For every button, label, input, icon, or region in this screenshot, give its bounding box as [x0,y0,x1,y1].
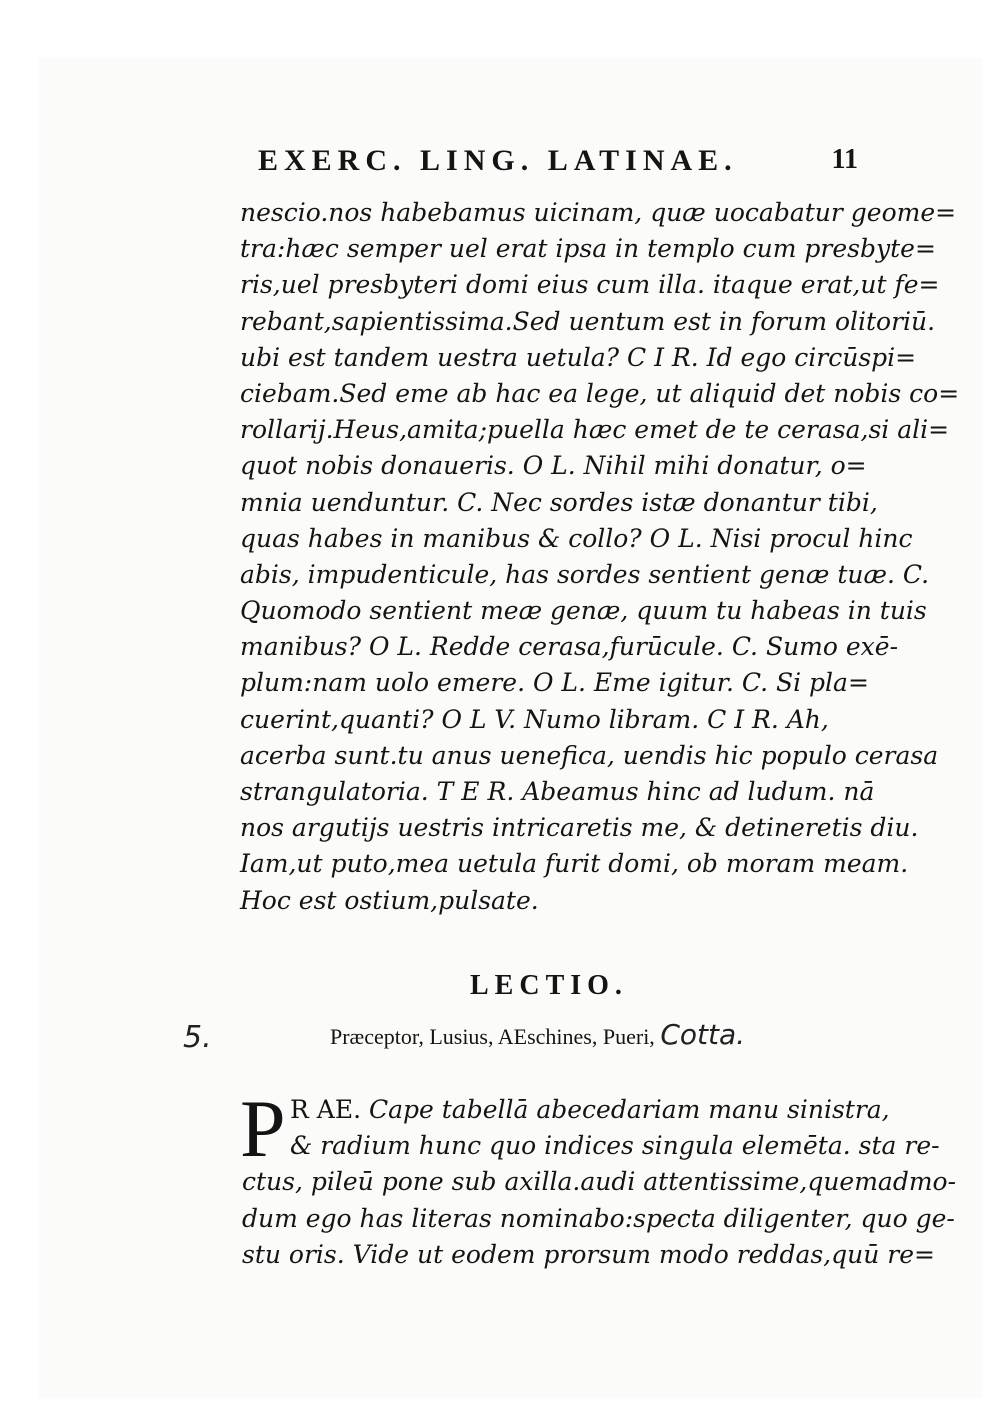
text-line: nescio.nos habebamus uicinam, quæ uocabatur geome= [240,198,957,227]
page-number: 11 [831,144,858,175]
text-line: acerba sunt.tu anus uenefica, uendis hic populo cerasa [240,740,939,770]
text-line: stu oris. Vide ut eodem prorsum modo reddas,quū re= [242,1239,935,1269]
text-line: Iam,ut puto,mea uetula furit domi, ob moram meam. [240,849,909,879]
drop-cap: P [240,1083,286,1174]
text-line: ciebam.Sed eme ab hac ea lege, ut aliquid det nobis co= [240,378,960,408]
persons-list: Præceptor, Lusius, AEschines, Pueri, [330,1024,655,1049]
margin-number: 5. [183,1020,212,1055]
text-line: ubi est tandem uestra uetula? C I R. Id ego circūspi= [240,342,917,372]
lectio-text [242,1092,957,1273]
text-line: plum:nam uolo emere. O L. Eme igitur. C. Si pla= [240,668,869,698]
text-line: rebant,sapientissima.Sed uentum est in forum olitoriū. [240,306,936,336]
text-line: quot nobis donaueris. O L. Nihil mihi donatur, o= [240,451,867,481]
handwritten-annotation: Cotta. [660,1018,746,1051]
text-line: dum ego has literas nominabo:specta diligenter, quo ge- [242,1203,955,1233]
text-line: tra:hæc semper uel erat ipsa in templo cum presbyte= [240,234,936,264]
speaker-label: R AE. [290,1095,362,1124]
text-line: rollarij.Heus,amita;puella hæc emet de te cerasa,si ali= [240,415,950,445]
text-line: & radium hunc quo indices singula elemēta. sta re- [290,1131,940,1161]
text-line: ris,uel presbyteri domi eius cum illa. itaque erat,ut fe= [240,270,940,300]
text-line: Hoc est ostium,pulsate. [240,885,539,915]
text-line: abis, impudenticule, has sordes sentient genæ tuæ. C. [240,559,930,589]
text-line: cuerint,quanti? O L V. Numo libram. C I R. Ah, [240,704,829,734]
text-line: quas habes in manibus & collo? O L. Nisi procul hinc [240,523,913,553]
text-line: ctus, pileū pone sub axilla.audi attentissime,quemadmo- [242,1167,957,1197]
dramatis-personae [330,1018,745,1051]
section-title: LECTIO. [470,970,628,1001]
page-header [258,144,858,184]
text-line: Quomodo sentient meæ genæ, quum tu habeas in tuis [240,596,927,626]
dialogue-text [240,195,960,919]
text-line: mnia uenduntur. C. Nec sordes istæ donantur tibi, [240,487,878,517]
running-head: EXERC. LING. LATINAE. [258,144,738,177]
text-line-rest: Cape tabellā abecedariam manu sinistra, [368,1095,890,1124]
text-line: nos argutijs uestris intricaretis me, & detineretis diu. [240,813,919,843]
text-line: manibus? O L. Redde cerasa,furūcule. C. Sumo exē- [240,632,899,662]
text-line: strangulatoria. T E R. Abeamus hinc ad ludum. nā [240,777,875,806]
text-line [290,1092,890,1128]
